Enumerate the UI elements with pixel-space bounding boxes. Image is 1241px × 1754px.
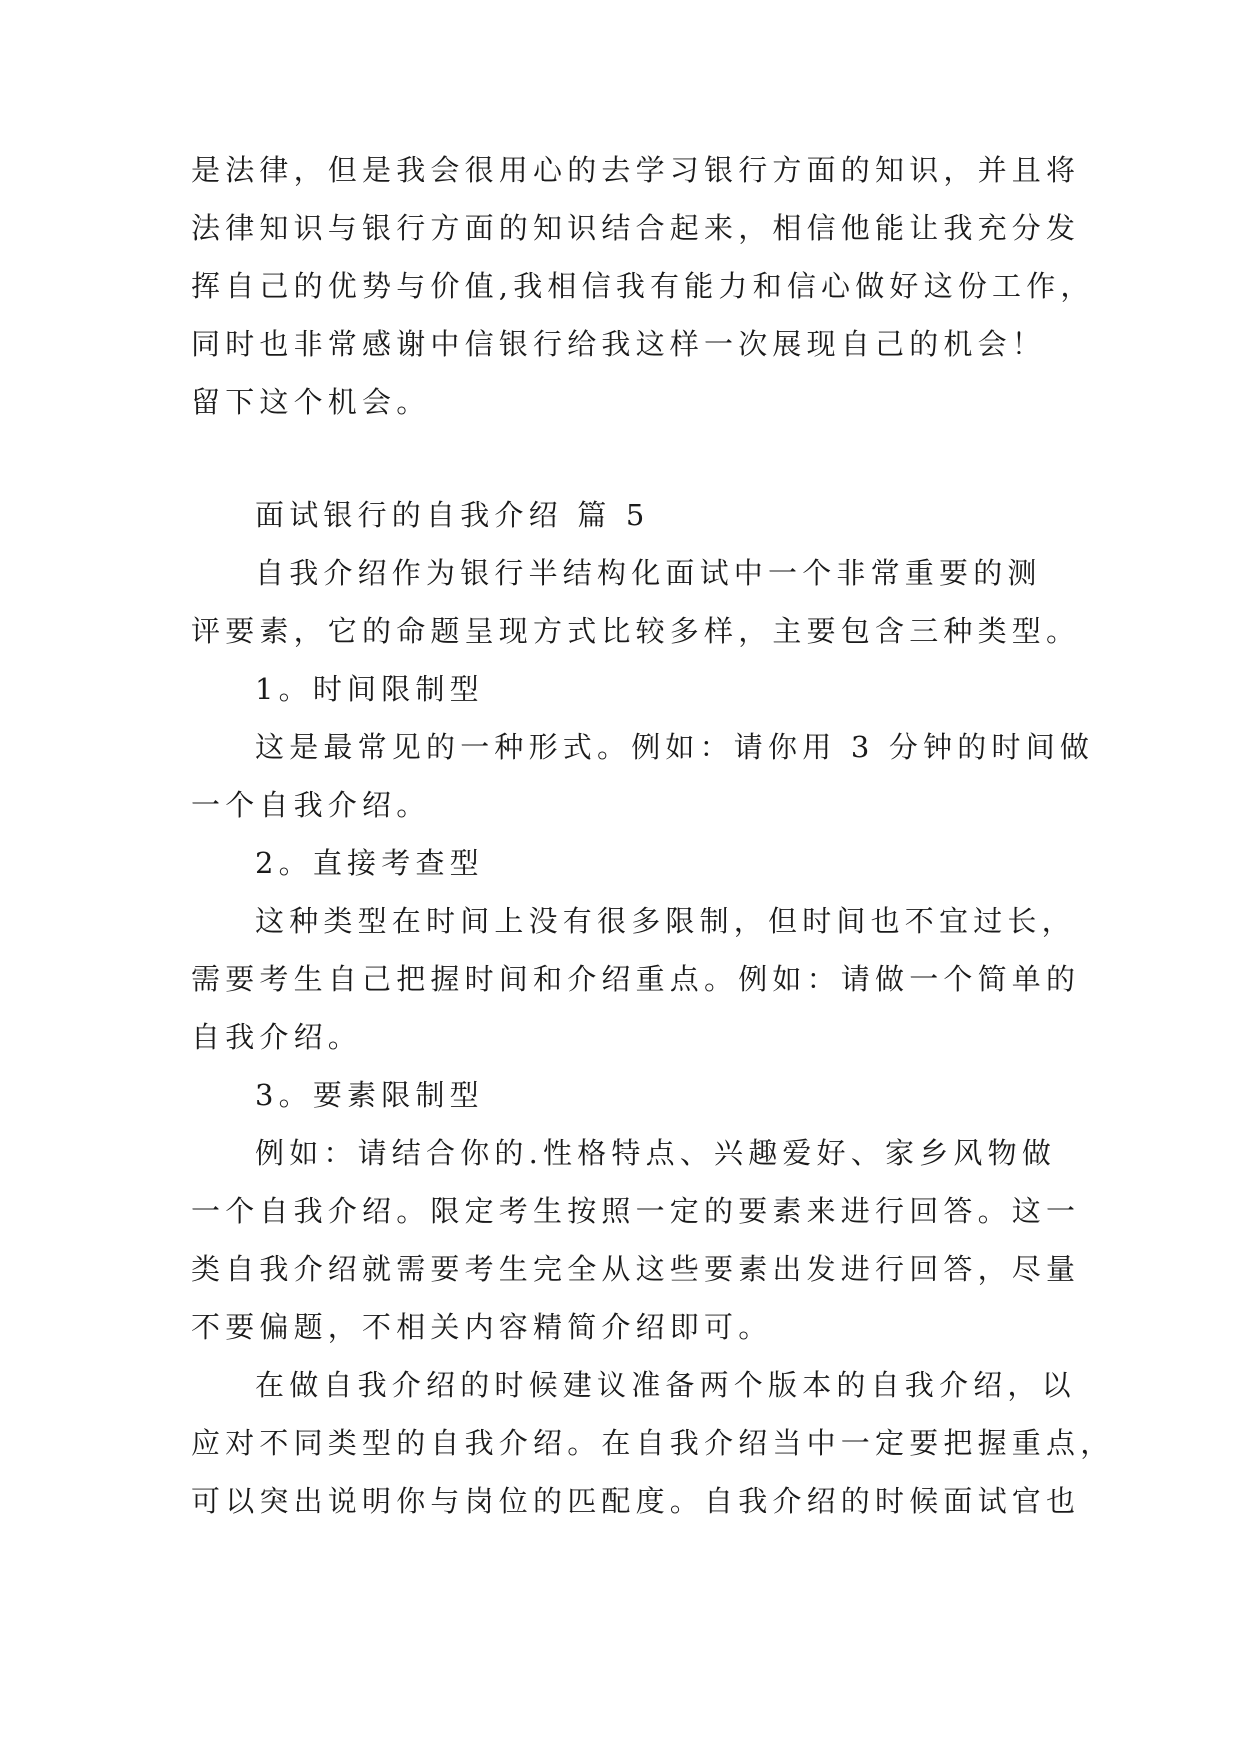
paragraph-line: 可以突出说明你与岗位的匹配度。自我介绍的时候面试官也 bbox=[191, 1484, 1081, 1518]
paragraph-line: 例如：请结合你的.性格特点、兴趣爱好、家乡风物做 bbox=[255, 1136, 1057, 1170]
paragraph-line: 自我介绍作为银行半结构化面试中一个非常重要的测 bbox=[255, 556, 1042, 590]
type3-heading: 3。要素限制型 bbox=[255, 1078, 484, 1112]
paragraph-line: 这是最常见的一种形式。例如：请你用 3 分钟的时间做 bbox=[255, 730, 1095, 764]
paragraph-line: 类自我介绍就需要考生完全从这些要素出发进行回答，尽量 bbox=[191, 1252, 1081, 1286]
paragraph-line: 应对不同类型的自我介绍。在自我介绍当中一定要把握重点， bbox=[191, 1426, 1115, 1460]
paragraph-line: 这种类型在时间上没有很多限制，但时间也不宜过长， bbox=[255, 904, 1076, 938]
intro-line: 挥自己的优势与价值,我相信我有能力和信心做好这份工作， bbox=[191, 269, 1095, 303]
type2-heading: 2。直接考查型 bbox=[255, 846, 484, 880]
paragraph-line: 评要素，它的命题呈现方式比较多样，主要包含三种类型。 bbox=[191, 614, 1081, 648]
intro-line: 同时也非常感谢中信银行给我这样一次展现自己的机会！ bbox=[191, 327, 1047, 361]
intro-line: 法律知识与银行方面的知识结合起来，相信他能让我充分发 bbox=[191, 211, 1081, 245]
paragraph-line: 一个自我介绍。 bbox=[191, 788, 431, 822]
intro-line: 是法律，但是我会很用心的去学习银行方面的知识，并且将 bbox=[191, 153, 1081, 187]
section-title: 面试银行的自我介绍 篇 5 bbox=[255, 498, 650, 532]
paragraph-line: 在做自我介绍的时候建议准备两个版本的自我介绍，以 bbox=[255, 1368, 1076, 1402]
paragraph-line: 自我介绍。 bbox=[191, 1020, 363, 1054]
paragraph-line: 不要偏题，不相关内容精简介绍即可。 bbox=[191, 1310, 773, 1344]
intro-line: 留下这个机会。 bbox=[191, 385, 431, 419]
paragraph-line: 一个自我介绍。限定考生按照一定的要素来进行回答。这一 bbox=[191, 1194, 1081, 1228]
type1-heading: 1。时间限制型 bbox=[255, 672, 484, 706]
paragraph-line: 需要考生自己把握时间和介绍重点。例如：请做一个简单的 bbox=[191, 962, 1081, 996]
